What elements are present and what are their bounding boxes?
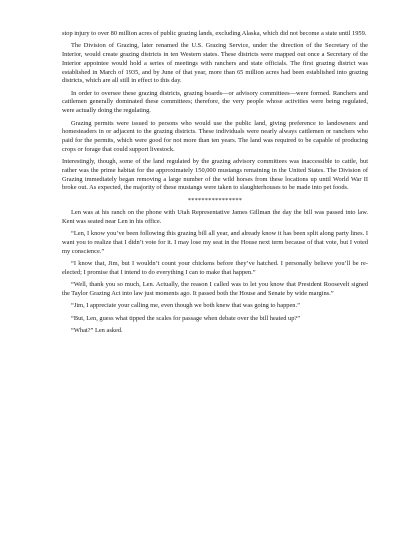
paragraph: Interestingly, though, some of the land regulated by the grazing advisory committees was inaccessible to cattle, but rather was the prime habitat for the approximately 150,000 mustangs remaining in the United States. The Division of Grazing immediately began removing a large number of the wild horses from these locations up until World War II broke out. As expected, the majority of these mustangs were taken to slaughterhouses to be made into pet foods. [62, 158, 368, 192]
paragraph: Grazing permits were issued to persons who would use the public land, giving preference to landowners and homesteaders in or adjacent to the grazing districts. These individuals were nearly always cattlemen or ranchers who paid for the permits, which were good for not more than ten years. The land was required to be capable of producing crops or forage that could support livestock. [62, 119, 368, 153]
paragraph: In order to oversee these grazing districts, grazing boards—or advisory committees—were formed. Ranchers and cattlemen generally dominated these committees; therefore, the very people whose activities were being regulated, were actually doing the regulating. [62, 89, 368, 115]
section-separator: **************** [187, 196, 243, 204]
paragraph: Len was at his ranch on the phone with Utah Representative James Gillman the day the bill was passed into law. Kent was seated near Len in his office. [62, 209, 368, 226]
paragraph: stop injury to over 80 million acres of public grazing lands, excluding Alaska, which did not become a state until 1959. [62, 30, 367, 37]
paragraph: “What?” Len asked. [71, 327, 123, 335]
book-page-text [62, 30, 368, 339]
paragraph: “But, Len, guess what tipped the scales for passage when debate over the bill heated up?” [71, 314, 301, 322]
paragraph: “Well, thank you so much, Len. Actually, the reason I called was to let you know that President Roosevelt signed the Taylor Grazing Act into law just moments ago. It passed both the House and Senate by wide margins.” [62, 281, 368, 298]
paragraph: “I know that, Jim, but I wouldn’t count your chickens before they’ve hatched. I personally believe you’ll be re-elected; I promise that I intend to do everything I can to make that happen.” [62, 260, 368, 276]
paragraph: “Len, I know you’ve been following this grazing bill all year, and already know it has been split along party lines. I want you to realize that I didn’t vote for it. I may lose my seat in the House next term because of that vote, but I voted my conscience.” [62, 230, 368, 255]
paragraph: The Division of Grazing, later renamed the U.S. Grazing Service, under the direction of the Secretary of the Interior, would create grazing districts in ten Western states. These districts were mapped out once a Secretary of the Interior appointee would hold a series of meetings with ranchers and state officials. The first grazing district was established in March of 1935, and by June of that year, more than 65 million acres had been established into grazing districts, which are all still in effect to this day. [62, 42, 368, 85]
paragraph: “Jim, I appreciate your calling me, even though we both knew that was going to happen.” [71, 302, 300, 310]
